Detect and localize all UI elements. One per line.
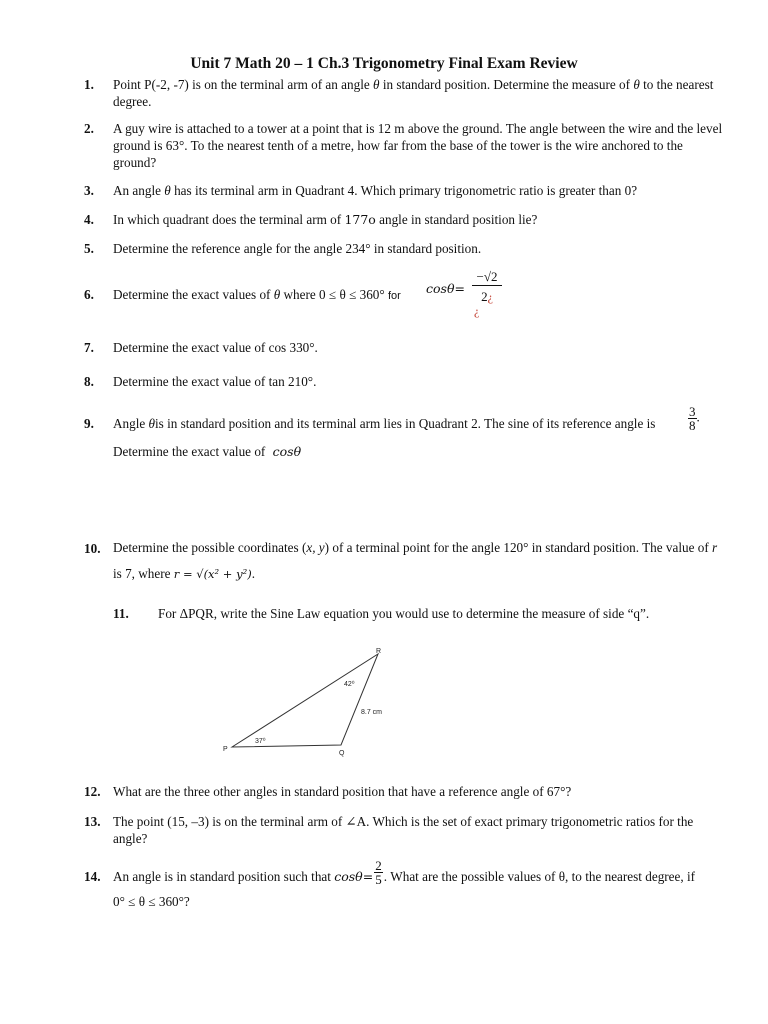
question-number: 9. bbox=[84, 416, 94, 431]
question-number: 14. bbox=[84, 869, 101, 884]
question-number: 5. bbox=[84, 241, 94, 256]
side-qr-label: 8.7 cm bbox=[361, 709, 383, 716]
question-number: 2. bbox=[84, 121, 94, 136]
angle-r-label: 42⁰ bbox=[344, 681, 355, 688]
question-text: Determine the exact values of θ where 0 ≤ θ ≤ 360° for bbox=[113, 287, 401, 302]
question-text: Determine the reference angle for the angle 234° in standard position. bbox=[113, 241, 482, 256]
question-text: Determine the exact value of cos 330°. bbox=[113, 340, 318, 355]
question-number: 8. bbox=[84, 374, 94, 389]
question-number: 1. bbox=[84, 77, 94, 92]
question-number: 12. bbox=[84, 784, 101, 799]
angle-p-label: 37⁰ bbox=[255, 738, 266, 745]
question-text: An angle θ has its terminal arm in Quadrant 4. Which primary trigonometric ratio is greater than 0? bbox=[113, 183, 638, 198]
question-text: Determine the possible coordinates (x, y) of a terminal point for the angle 120° in standard position. The value of r is 7, where r = √(x² + y²). bbox=[113, 540, 718, 581]
question-number: 10. bbox=[84, 541, 101, 556]
question-text: Angle θis in standard position and its terminal arm lies in Quadrant 2. The sine of its reference angle is bbox=[113, 416, 656, 431]
fraction-3-8: $\frac{3}{8}$ . bbox=[689, 404, 700, 433]
vertex-r-label: R bbox=[376, 648, 382, 655]
page-title: Unit 7 Math 20 – 1 Ch.3 Trigonometry Final Exam Review bbox=[190, 55, 578, 72]
vertex-q-label: Q bbox=[339, 750, 345, 757]
question-number: 13. bbox=[84, 814, 101, 829]
question-text: What are the three other angles in standard position that have a reference angle of 67°? bbox=[113, 784, 572, 799]
question-number: 3. bbox=[84, 183, 94, 198]
question-number: 4. bbox=[84, 212, 94, 227]
question-number: 6. bbox=[84, 287, 94, 302]
question-number: 7. bbox=[84, 340, 94, 355]
question-text: In which quadrant does the terminal arm of 177o angle in standard position lie? bbox=[113, 212, 538, 227]
question-text: For ΔPQR, write the Sine Law equation you would use to determine the measure of side “q”. bbox=[158, 606, 650, 621]
question-text: An angle is in standard position such that cosθ= $\frac{2}{5}$ . What are the possible values of θ, to the nearest degree, if bbox=[113, 858, 696, 888]
question-text: A guy wire is attached to a tower at a point that is 12 m above the ground. The angle between the wire and the level ground is 63°. To the nearest tenth of a metre, how far from the base of the tower is the wire anchored to the ground? bbox=[113, 121, 723, 170]
vertex-p-label: P bbox=[223, 746, 228, 753]
triangle-pqr bbox=[232, 654, 378, 747]
question-text: Point P(-2, -7) is on the terminal arm of an angle θ in standard position. Determine the measure of θ to the nearest degree. bbox=[113, 77, 714, 109]
question-text: Determine the exact value of tan 210°. bbox=[113, 374, 317, 389]
triangle-pqr-diagram bbox=[220, 642, 400, 757]
cos-equation: cosθ= −√2 2¿ ¿ bbox=[426, 268, 506, 318]
question-number: 11. bbox=[113, 606, 129, 621]
question-14-line2: 0° ≤ θ ≤ 360°? bbox=[113, 894, 190, 909]
question-text: The point (15, –3) is on the terminal arm of ∠A. Which is the set of exact primary trigonometric ratios for the angle? bbox=[113, 814, 694, 846]
question-9-line2: Determine the exact value of cosθ bbox=[113, 444, 302, 459]
